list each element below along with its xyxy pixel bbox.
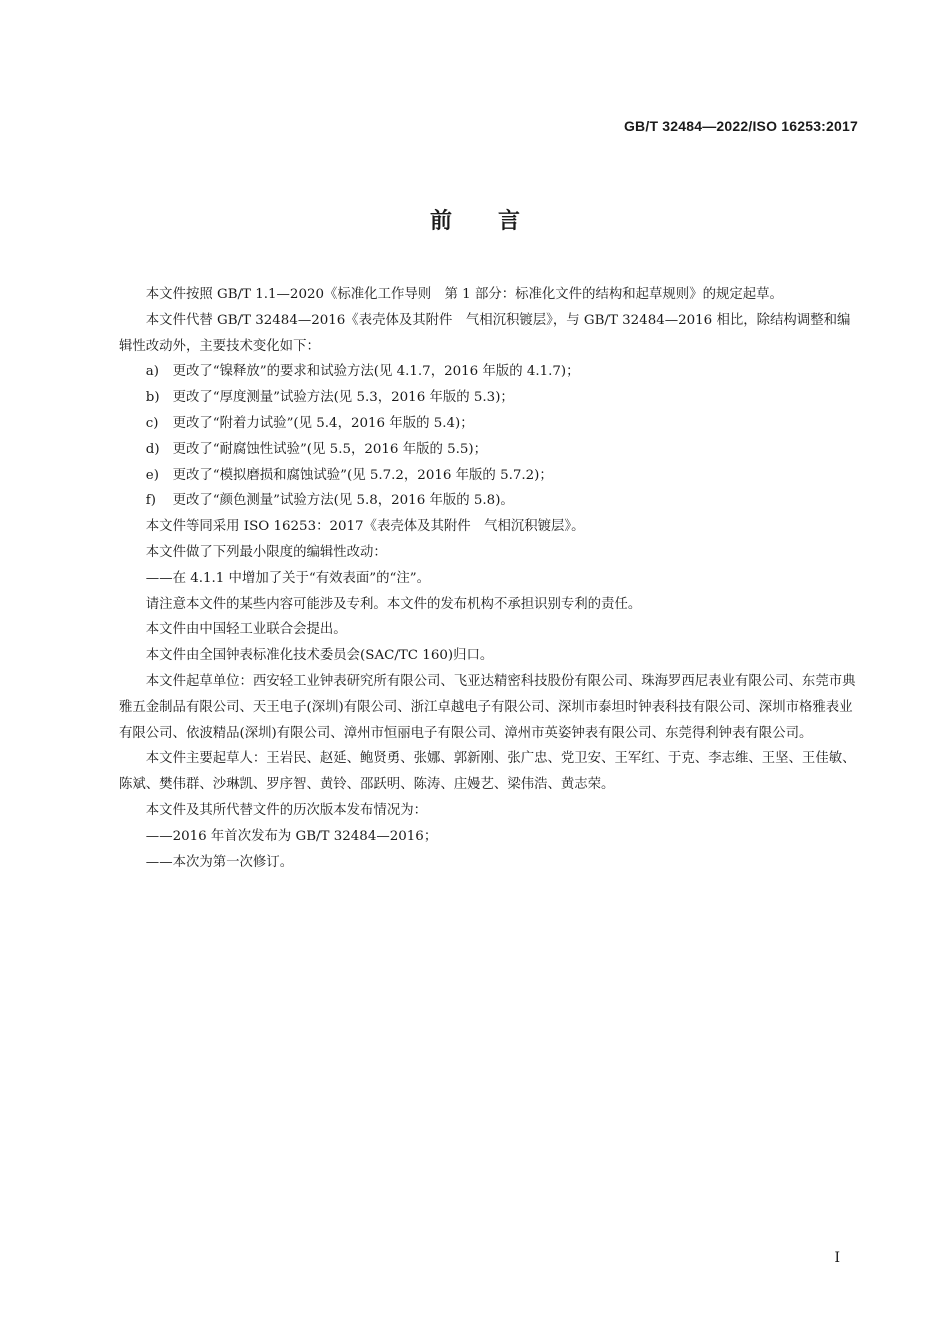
document-body xyxy=(119,282,861,875)
list-item-text: 更改了“厚度测量”试验方法(见 5.3，2016 年版的 5.3)； xyxy=(172,390,514,406)
paragraph-patent-notice: 请注意本文件的某些内容可能涉及专利。本文件的发布机构不承担识别专利的责任。 xyxy=(145,596,642,612)
paragraph-drafting-rules: 本文件按照 GB/T 1.1—2020《标准化工作导则 第 1 部分：标准化文件的结构和起草规则》的规定起草。 xyxy=(145,287,783,302)
list-item-text: 更改了“镍释放”的要求和试验方法(见 4.1.7，2016 年版的 4.1.7)； xyxy=(172,364,580,380)
list-marker: c) xyxy=(145,415,159,431)
changes-list xyxy=(119,359,861,514)
paragraph-proposer: 本文件由中国轻工业联合会提出。 xyxy=(145,622,347,638)
paragraph-committee: 本文件由全国钟表标准化技术委员会(SAC/TC 160)归口。 xyxy=(145,648,494,664)
list-marker: f) xyxy=(145,493,156,509)
paragraph-drafters: 本文件主要起草人：王岩民、赵延、鲍贤勇、张娜、郭新刚、张广忠、党卫安、王军红、于克、李志维、王坚、王佳敏、陈斌、樊伟群、沙琳凯、罗序智、黄铃、邵跃明、陈涛、庄嫚艺、梁伟浩、黄志荣。 xyxy=(119,751,856,793)
dash-item: ——在 4.1.1 中增加了关于“有效表面”的“注”。 xyxy=(145,570,431,586)
list-marker: a) xyxy=(145,364,160,380)
paragraph-equivalence: 本文件等同采用 ISO 16253：2017《表壳体及其附件 气相沉积镀层》。 xyxy=(145,519,585,535)
list-marker: b) xyxy=(145,390,160,406)
paragraph-version-history: 本文件及其所代替文件的历次版本发布情况为： xyxy=(145,802,427,818)
page-title: 前言 xyxy=(429,209,566,234)
list-item-text: 更改了“耐腐蚀性试验”(见 5.5，2016 年版的 5.5)； xyxy=(172,441,488,457)
list-item xyxy=(119,437,861,463)
list-item-text: 更改了“模拟磨损和腐蚀试验”(见 5.7.2，2016 年版的 5.7.2)； xyxy=(172,467,553,483)
list-item-text: 更改了“附着力试验”(见 5.4，2016 年版的 5.4)； xyxy=(172,415,474,431)
paragraph-drafting-organizations: 本文件起草单位：西安轻工业钟表研究所有限公司、飞亚达精密科技股份有限公司、珠海罗西尼表业有限公司、东莞市典雅五金制品有限公司、天王电子(深圳)有限公司、浙江卓越电子有限公司、深圳市泰坦时钟表科技有限公司、深圳市格雅表业有限公司、依波精品(深圳)有限公司、漳州市恒丽电子有限公司、漳州市英姿钟表有限公司、东莞得利钟表有限公司。 xyxy=(119,673,856,741)
list-item-text: 更改了“颜色测量”试验方法(见 5.8，2016 年版的 5.8)。 xyxy=(172,493,514,509)
dash-item: ——本次为第一次修订。 xyxy=(145,854,294,870)
list-item xyxy=(119,411,861,437)
list-item xyxy=(119,385,861,411)
dash-item: ——2016 年首次发布为 GB/T 32484—2016； xyxy=(145,828,438,844)
standard-code: GB/T 32484—2022/ISO 16253:2017 xyxy=(623,118,858,134)
page-number: I xyxy=(834,1250,840,1266)
paragraph-editorial-changes: 本文件做了下列最小限度的编辑性改动： xyxy=(145,544,387,560)
list-item xyxy=(119,359,861,385)
list-item xyxy=(119,488,861,514)
paragraph-replacement: 本文件代替 GB/T 32484—2016《表壳体及其附件 气相沉积镀层》，与 GB/T 32484—2016 相比，除结构调整和编辑性改动外，主要技术变化如下： xyxy=(119,312,851,354)
list-marker: e) xyxy=(145,467,159,483)
list-item xyxy=(119,463,861,489)
list-marker: d) xyxy=(145,441,160,457)
